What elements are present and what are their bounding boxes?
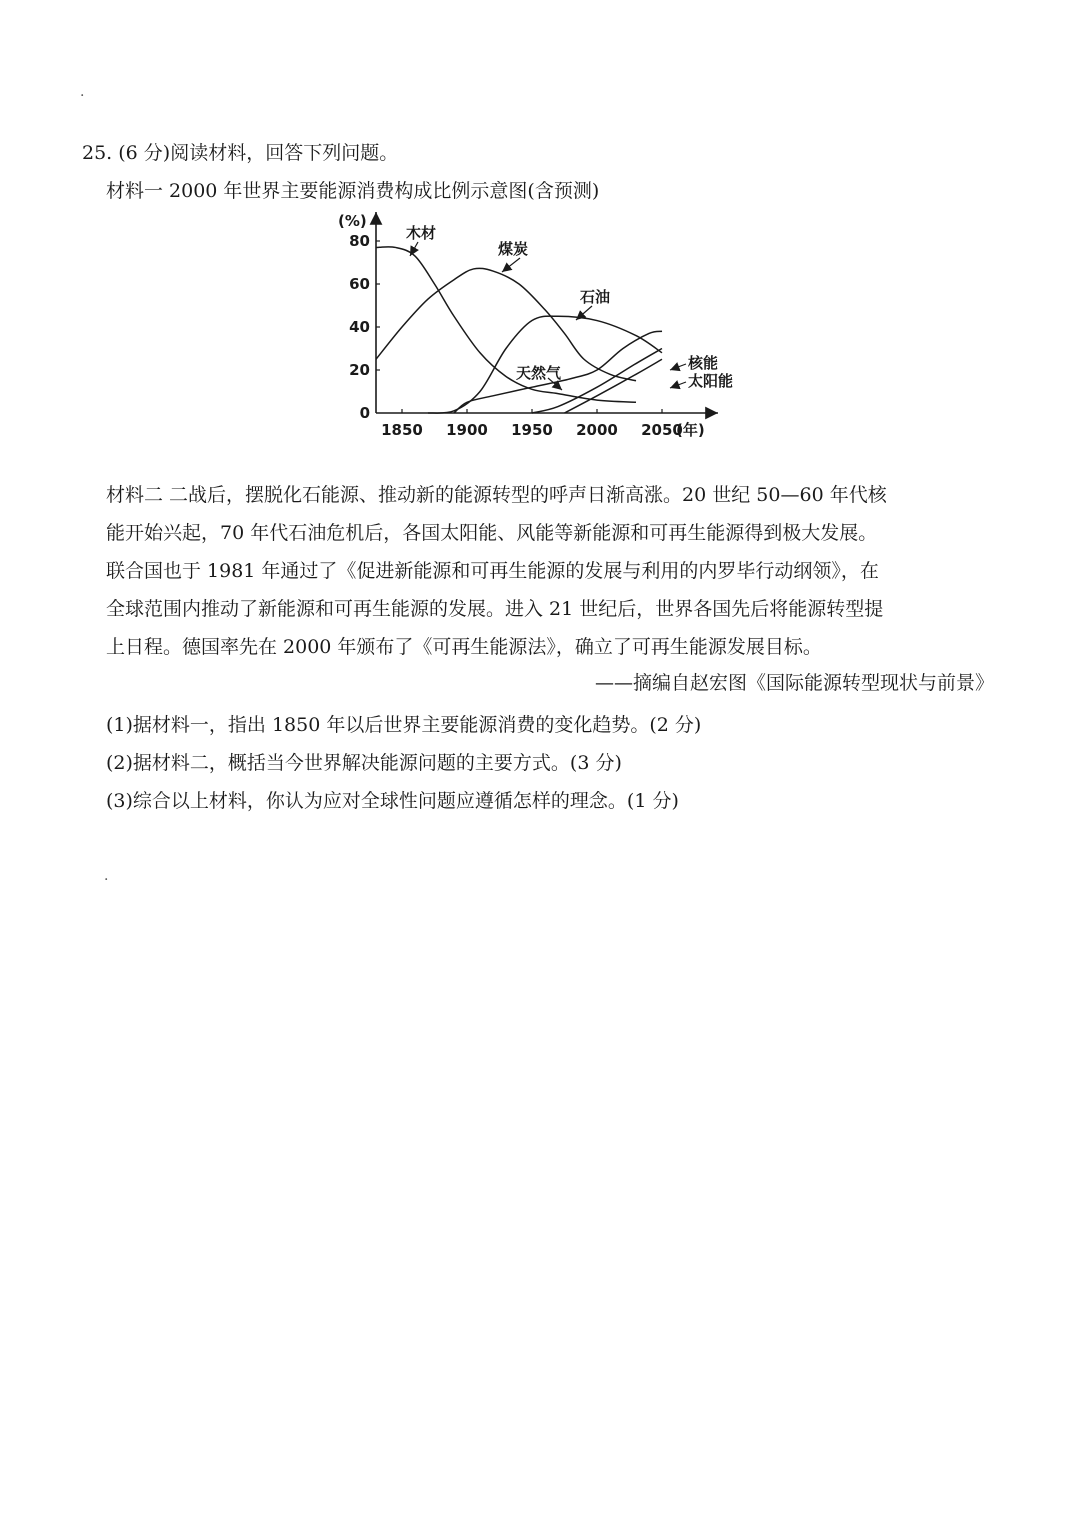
energy-consumption-chart [330,198,740,448]
material2-line: 能开始兴起，70 年代石油危机后，各国太阳能、风能等新能源和可再生能源得到极大发展。 [106,522,878,544]
x-tick-label: 1850 [381,421,423,439]
y-tick-label: 80 [349,232,370,250]
series-line-coal [376,268,636,380]
series-pointer-nuclear [670,364,686,370]
y-tick-label: 0 [359,404,370,422]
y-tick-label: 40 [349,318,370,336]
material2-source: ——摘编自赵宏图《国际能源转型现状与前景》 [594,672,994,694]
y-tick-label: 60 [349,275,370,293]
series-label-nuclear: 核能 [688,354,719,372]
series-label-natural-gas: 天然气 [516,364,562,382]
x-tick-label: 2050 [641,421,683,439]
series-pointer-coal [502,258,520,272]
material1-title: 材料一 2000 年世界主要能源消费构成比例示意图(含预测) [106,180,600,202]
question-header: 25. (6 分)阅读材料，回答下列问题。 [82,142,399,164]
material2-line: 上日程。德国率先在 2000 年颁布了《可再生能源法》，确立了可再生能源发展目标。 [106,636,822,658]
series-label-wood: 木材 [406,224,437,242]
y-tick-label: 20 [349,361,370,379]
material2-line: 材料二 二战后，摆脱化石能源、推动新的能源转型的呼声日渐高涨。20 世纪 50—60 年代核 [106,484,887,506]
subquestion-3: (3)综合以上材料，你认为应对全球性问题应遵循怎样的理念。(1 分) [106,790,679,812]
scan-speck: · [80,88,85,104]
subquestion-1: (1)据材料一，指出 1850 年以后世界主要能源消费的变化趋势。(2 分) [106,714,702,736]
series-pointer-wood [410,242,418,256]
series-line-solar [565,359,663,413]
x-axis-label: (年) [676,421,705,439]
scan-speck: · [104,872,109,888]
series-label-coal: 煤炭 [498,240,529,258]
material2-paragraph [106,476,1001,666]
x-tick-label: 1900 [446,421,488,439]
series-line-wood [376,247,636,402]
material2-line: 全球范围内推动了新能源和可再生能源的发展。进入 21 世纪后，世界各国先后将能源转型提 [106,598,884,620]
x-tick-label: 1950 [511,421,553,439]
series-label-oil: 石油 [580,288,611,306]
x-tick-label: 2000 [576,421,618,439]
series-label-solar: 太阳能 [688,372,734,390]
y-axis-label: (%) [338,212,367,230]
subquestion-2: (2)据材料二，概括当今世界解决能源问题的主要方式。(3 分) [106,752,622,774]
material2-line: 联合国也于 1981 年通过了《促进新能源和可再生能源的发展与利用的内罗毕行动纲领》，在 [106,560,879,582]
series-pointer-solar [670,382,686,388]
